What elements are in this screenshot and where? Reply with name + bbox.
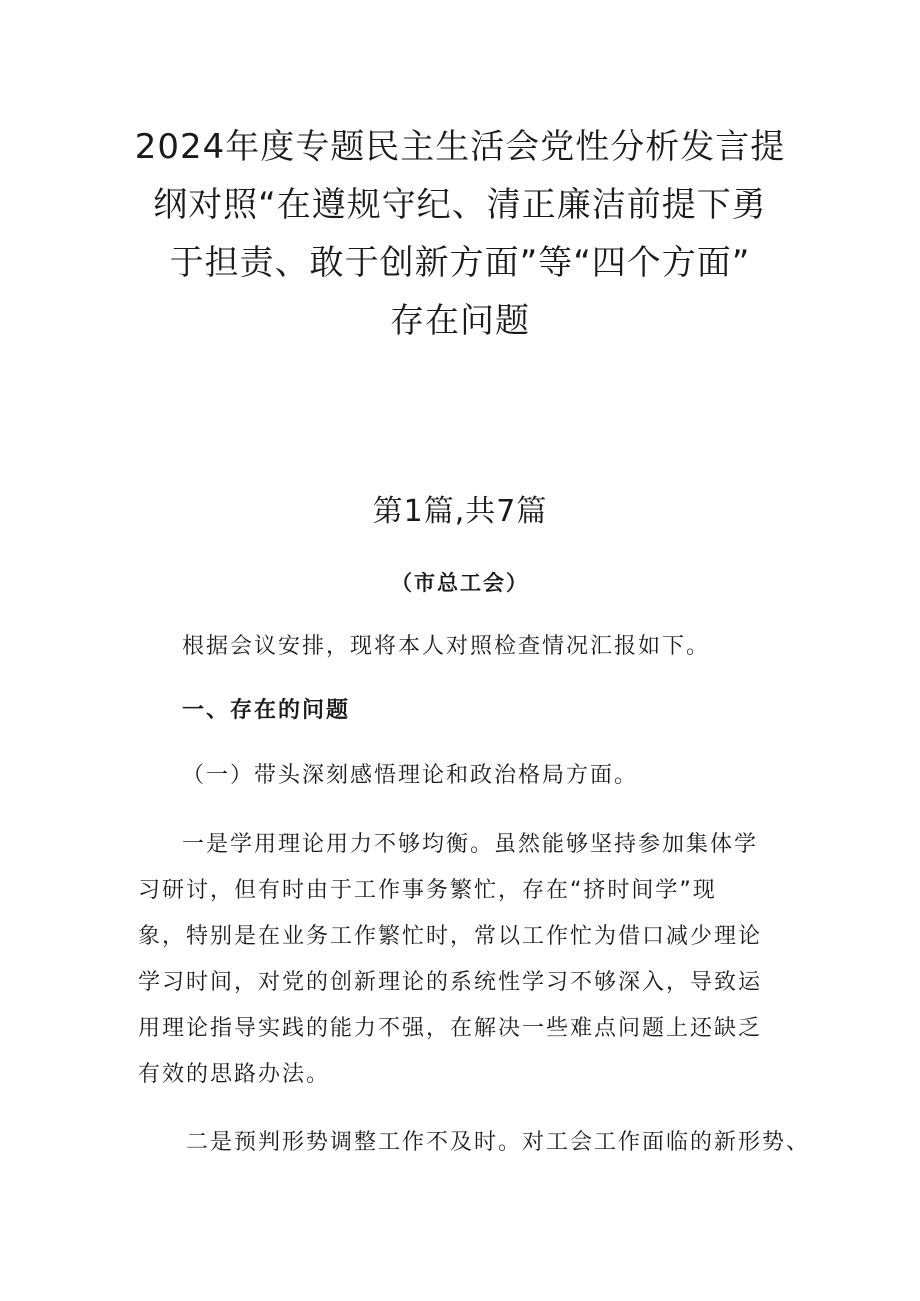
title-line-4: 存在问题 xyxy=(390,301,530,341)
section-heading-problems: 一、存在的问题 xyxy=(182,698,351,723)
point-2-paragraph: 二是预判形势调整工作不及时。对工会工作面临的新形势、 xyxy=(186,1130,811,1155)
body-line: 象，特别是在业务工作繁忙时，常以工作忙为借口减少理论 xyxy=(138,924,763,949)
body-line: 用理论指导实践的能力不强，在解决一些难点问题上还缺乏 xyxy=(138,1016,763,1041)
part-label: 第1篇,共7篇 xyxy=(372,494,548,529)
organization-label: （市总工会） xyxy=(391,571,529,595)
body-line: 一是学用理论用力不够均衡。虽然能够坚持参加集体学 xyxy=(182,832,759,857)
intro-paragraph: 根据会议安排，现将本人对照检查情况汇报如下。 xyxy=(182,634,711,659)
title-line-3: 于担责、敢于创新方面”等“四个方面” xyxy=(169,243,751,283)
document-title xyxy=(120,118,800,350)
point-1-paragraph xyxy=(138,822,788,1098)
body-line: 有效的思路办法。 xyxy=(138,1062,331,1087)
body-line: 习研讨，但有时由于工作事务繁忙，存在“挤时间学”现 xyxy=(138,878,717,903)
title-line-1: 2024年度专题民主生活会党性分析发言提 xyxy=(134,127,786,167)
title-line-2: 纲对照“在遵规守纪、清正廉洁前提下勇 xyxy=(153,185,767,225)
body-line: 学习时间，对党的创新理论的系统性学习不够深入，导致运 xyxy=(138,970,763,995)
subsection-heading-theory: （一）带头深刻感悟理论和政治格局方面。 xyxy=(182,763,639,788)
